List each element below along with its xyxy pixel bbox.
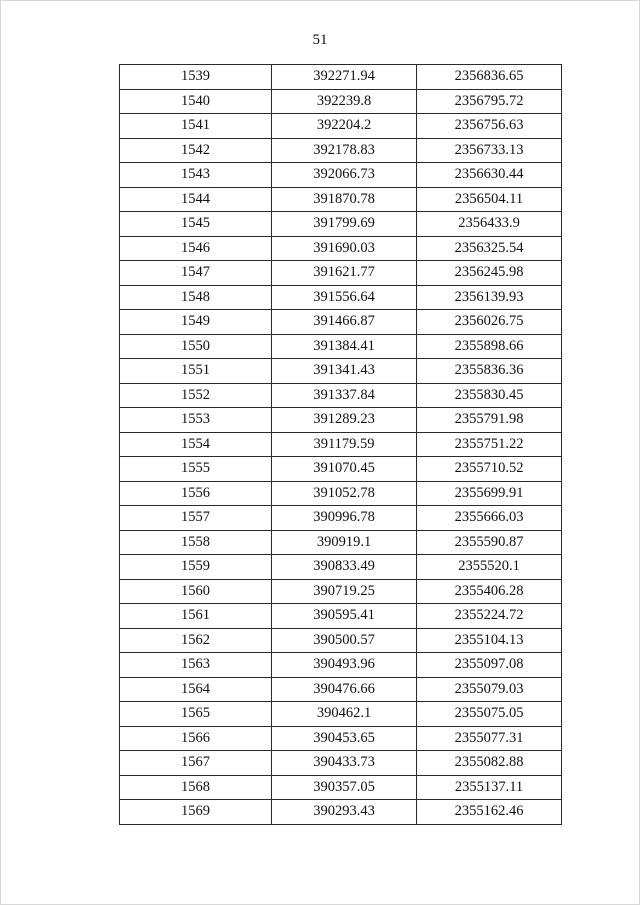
point-number-cell: 1548: [120, 285, 272, 310]
table-row: [120, 285, 562, 310]
x-coordinate-cell: 390500.57: [272, 628, 417, 653]
table-row: [120, 726, 562, 751]
x-coordinate-cell: 391690.03: [272, 236, 417, 261]
y-coordinate-cell: 2356504.11: [417, 187, 562, 212]
y-coordinate-cell: 2355162.46: [417, 800, 562, 825]
table-row: [120, 432, 562, 457]
point-number-cell: 1565: [120, 702, 272, 727]
table-row: [120, 334, 562, 359]
x-coordinate-cell: 391466.87: [272, 310, 417, 335]
table-row: [120, 677, 562, 702]
table-row: [120, 800, 562, 825]
coordinates-table: [119, 64, 562, 825]
point-number-cell: 1542: [120, 138, 272, 163]
y-coordinate-cell: 2355751.22: [417, 432, 562, 457]
point-number-cell: 1544: [120, 187, 272, 212]
x-coordinate-cell: 391052.78: [272, 481, 417, 506]
y-coordinate-cell: 2355224.72: [417, 604, 562, 629]
x-coordinate-cell: 390833.49: [272, 555, 417, 580]
point-number-cell: 1553: [120, 408, 272, 433]
table-row: [120, 628, 562, 653]
x-coordinate-cell: 391870.78: [272, 187, 417, 212]
page-number: 51: [312, 32, 328, 48]
x-coordinate-cell: 390433.73: [272, 751, 417, 776]
table-row: [120, 457, 562, 482]
y-coordinate-cell: 2356026.75: [417, 310, 562, 335]
table-body: [120, 65, 562, 825]
point-number-cell: 1558: [120, 530, 272, 555]
y-coordinate-cell: 2355104.13: [417, 628, 562, 653]
x-coordinate-cell: 391556.64: [272, 285, 417, 310]
y-coordinate-cell: 2355898.66: [417, 334, 562, 359]
table-row: [120, 775, 562, 800]
point-number-cell: 1550: [120, 334, 272, 359]
point-number-cell: 1547: [120, 261, 272, 286]
x-coordinate-cell: 390493.96: [272, 653, 417, 678]
y-coordinate-cell: 2356325.54: [417, 236, 562, 261]
table-row: [120, 114, 562, 139]
table-row: [120, 383, 562, 408]
table-row: [120, 653, 562, 678]
x-coordinate-cell: 391179.59: [272, 432, 417, 457]
y-coordinate-cell: 2355077.31: [417, 726, 562, 751]
x-coordinate-cell: 390453.65: [272, 726, 417, 751]
table-row: [120, 89, 562, 114]
y-coordinate-cell: 2356630.44: [417, 163, 562, 188]
x-coordinate-cell: 391070.45: [272, 457, 417, 482]
y-coordinate-cell: 2355137.11: [417, 775, 562, 800]
x-coordinate-cell: 391799.69: [272, 212, 417, 237]
table-row: [120, 579, 562, 604]
x-coordinate-cell: 391341.43: [272, 359, 417, 384]
point-number-cell: 1563: [120, 653, 272, 678]
y-coordinate-cell: 2355097.08: [417, 653, 562, 678]
y-coordinate-cell: 2356795.72: [417, 89, 562, 114]
point-number-cell: 1566: [120, 726, 272, 751]
point-number-cell: 1541: [120, 114, 272, 139]
table-row: [120, 604, 562, 629]
x-coordinate-cell: 392239.8: [272, 89, 417, 114]
x-coordinate-cell: 390919.1: [272, 530, 417, 555]
x-coordinate-cell: 392271.94: [272, 65, 417, 90]
point-number-cell: 1567: [120, 751, 272, 776]
point-number-cell: 1543: [120, 163, 272, 188]
y-coordinate-cell: 2356433.9: [417, 212, 562, 237]
table-row: [120, 751, 562, 776]
point-number-cell: 1549: [120, 310, 272, 335]
x-coordinate-cell: 391384.41: [272, 334, 417, 359]
point-number-cell: 1540: [120, 89, 272, 114]
x-coordinate-cell: 392178.83: [272, 138, 417, 163]
point-number-cell: 1557: [120, 506, 272, 531]
table-row: [120, 481, 562, 506]
point-number-cell: 1559: [120, 555, 272, 580]
point-number-cell: 1564: [120, 677, 272, 702]
y-coordinate-cell: 2356836.65: [417, 65, 562, 90]
point-number-cell: 1556: [120, 481, 272, 506]
table-row: [120, 702, 562, 727]
table-row: [120, 408, 562, 433]
point-number-cell: 1562: [120, 628, 272, 653]
x-coordinate-cell: 390357.05: [272, 775, 417, 800]
table-row: [120, 138, 562, 163]
table-row: [120, 163, 562, 188]
point-number-cell: 1545: [120, 212, 272, 237]
point-number-cell: 1546: [120, 236, 272, 261]
point-number-cell: 1552: [120, 383, 272, 408]
table-row: [120, 187, 562, 212]
y-coordinate-cell: 2355710.52: [417, 457, 562, 482]
x-coordinate-cell: 390996.78: [272, 506, 417, 531]
table-row: [120, 65, 562, 90]
table-row: [120, 555, 562, 580]
point-number-cell: 1569: [120, 800, 272, 825]
y-coordinate-cell: 2355079.03: [417, 677, 562, 702]
point-number-cell: 1554: [120, 432, 272, 457]
x-coordinate-cell: 392066.73: [272, 163, 417, 188]
table-row: [120, 310, 562, 335]
y-coordinate-cell: 2355590.87: [417, 530, 562, 555]
point-number-cell: 1561: [120, 604, 272, 629]
x-coordinate-cell: 392204.2: [272, 114, 417, 139]
y-coordinate-cell: 2355082.88: [417, 751, 562, 776]
point-number-cell: 1560: [120, 579, 272, 604]
x-coordinate-cell: 390719.25: [272, 579, 417, 604]
y-coordinate-cell: 2355830.45: [417, 383, 562, 408]
point-number-cell: 1551: [120, 359, 272, 384]
y-coordinate-cell: 2355075.05: [417, 702, 562, 727]
x-coordinate-cell: 390595.41: [272, 604, 417, 629]
y-coordinate-cell: 2355699.91: [417, 481, 562, 506]
x-coordinate-cell: 390293.43: [272, 800, 417, 825]
x-coordinate-cell: 391337.84: [272, 383, 417, 408]
y-coordinate-cell: 2356139.93: [417, 285, 562, 310]
x-coordinate-cell: 390476.66: [272, 677, 417, 702]
x-coordinate-cell: 391289.23: [272, 408, 417, 433]
point-number-cell: 1539: [120, 65, 272, 90]
y-coordinate-cell: 2355406.28: [417, 579, 562, 604]
table-row: [120, 506, 562, 531]
y-coordinate-cell: 2356733.13: [417, 138, 562, 163]
table-row: [120, 212, 562, 237]
table-row: [120, 261, 562, 286]
y-coordinate-cell: 2355836.36: [417, 359, 562, 384]
y-coordinate-cell: 2355791.98: [417, 408, 562, 433]
x-coordinate-cell: 390462.1: [272, 702, 417, 727]
table-row: [120, 359, 562, 384]
table-row: [120, 530, 562, 555]
point-number-cell: 1568: [120, 775, 272, 800]
table-row: [120, 236, 562, 261]
y-coordinate-cell: 2356756.63: [417, 114, 562, 139]
y-coordinate-cell: 2355520.1: [417, 555, 562, 580]
y-coordinate-cell: 2356245.98: [417, 261, 562, 286]
x-coordinate-cell: 391621.77: [272, 261, 417, 286]
point-number-cell: 1555: [120, 457, 272, 482]
y-coordinate-cell: 2355666.03: [417, 506, 562, 531]
